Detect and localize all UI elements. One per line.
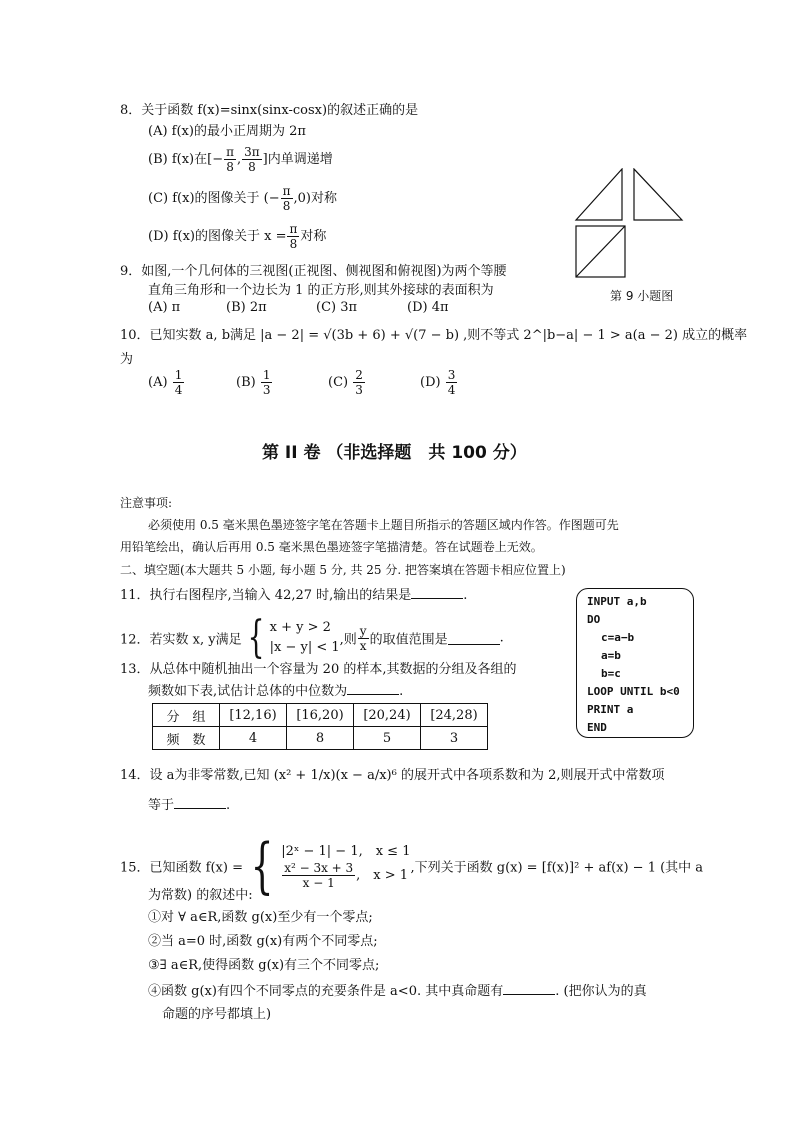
q15-stem: 15．已知函数 f(x) = { |2ˣ − 1| − 1, x ≤ 1 $\frac{\text{x² − 3x + 3}}{x - 1}$ , x > 1 ,下列关于函数 g(x) = [f(x)]² + af(x) − 1 (其中 a xyxy=(120,831,704,901)
q15-item-1: ①对 ∀ a∈R,函数 g(x)至少有一个零点; xyxy=(148,910,373,925)
table-row-head: 分 组 xyxy=(153,704,220,727)
table-cell: 5 xyxy=(354,727,421,750)
q8-option-b: (B) f(x)在[− $\frac{\pi}{8}$ , $\frac{3\pi}{8}$ ]内单调递增 xyxy=(148,145,333,174)
program-line-4: a=b xyxy=(601,649,621,662)
table-row xyxy=(153,727,488,750)
table-cell: 8 xyxy=(287,727,354,750)
q11-answer-blank xyxy=(411,586,463,599)
figure-caption: 第 9 小题图 xyxy=(610,289,674,303)
program-line-2: DO xyxy=(587,613,601,626)
table-cell: 3 xyxy=(421,727,488,750)
q9-option-a: (A) π xyxy=(148,300,181,315)
notes-body-line2: 用铅笔绘出，确认后再用 0.5 毫米黑色墨迹签字笔描清楚。答在试题卷上无效。 xyxy=(120,540,543,554)
program-line-1: INPUT a,b xyxy=(587,595,647,608)
program-box xyxy=(576,588,694,738)
notes-heading: 注意事项: xyxy=(120,496,173,510)
q12-condition-1: x + y > 2 xyxy=(269,620,331,635)
q15-item-3: ③∃ a∈R,使得函数 g(x)有三个不同零点; xyxy=(148,958,380,973)
q9-option-b: (B) 2π xyxy=(226,300,267,315)
q10-option-b: (B) $\frac{1}{3}$ xyxy=(236,368,271,397)
section-title: 第 II 卷 （非选择题 共 100 分） xyxy=(262,443,527,463)
q14-line1: 14．设 a为非零常数,已知 (x² + 1/x)(x − a/x)⁶ 的展开式中各项系数和为 2,则展开式中常数项 xyxy=(120,768,665,783)
q9-option-c: (C) 3π xyxy=(316,300,358,315)
table-cell: [20,24) xyxy=(354,704,421,727)
program-line-5: b=c xyxy=(601,667,621,680)
q8-option-a: (A) f(x)的最小正周期为 2π xyxy=(148,124,306,139)
program-line-6: LOOP UNTIL b<0 xyxy=(587,685,680,698)
q8-option-c: (C) f(x)的图像关于 (− $\frac{\pi}{8}$ ,0)对称 xyxy=(148,184,337,213)
q12-condition-2: |x − y| < 1 xyxy=(269,640,340,655)
table-row-head: 频 数 xyxy=(153,727,220,750)
table-cell: [12,16) xyxy=(220,704,287,727)
three-view-figure xyxy=(574,168,688,280)
program-line-3: c=a−b xyxy=(601,631,635,644)
q12: 12．若实数 x, y满足 { x + y > 2 |x − y| < 1 ,则 $\frac{y}{x}$ 的取值范围是 . xyxy=(120,612,504,663)
q12-answer-blank xyxy=(448,632,500,645)
part-two-heading: 二、填空题(本大题共 5 小题, 每小题 5 分, 共 25 分. 把答案填在答题卡相应位置上) xyxy=(120,563,566,577)
q14-line2: 等于 . xyxy=(148,798,231,813)
q15-case-2: $\frac{\text{x² − 3x + 3}}{x - 1}$ , x > 1 xyxy=(284,860,409,890)
brace-symbol: { xyxy=(250,831,274,901)
q15-last-line: 命题的序号都填上) xyxy=(162,1007,272,1022)
q10-stem: 10．已知实数 a, b满足 |a − 2| = √(3b + 6) + √(7 − b) ,则不等式 2^|b−a| − 1 > a(a − 2) 成立的概率 xyxy=(120,328,748,343)
q8-option-d: (D) f(x)的图像关于 x = $\frac{\pi}{8}$ 对称 xyxy=(148,222,327,251)
table-row xyxy=(153,704,488,727)
q10-option-a: (A) $\frac{1}{4}$ xyxy=(148,368,183,397)
q9-line2: 直角三角形和一个边长为 1 的正方形,则其外接球的表面积为 xyxy=(148,283,494,298)
q11: 11．执行右图程序,当输入 42,27 时,输出的结果是 . xyxy=(120,588,468,603)
brace-symbol: { xyxy=(247,612,265,663)
q15-line2: 为常数) 的叙述中: xyxy=(148,888,253,903)
q15-item-4: ④函数 g(x)有四个不同零点的充要条件是 a<0. 其中真命题有 . (把你认为的真 xyxy=(148,984,647,999)
program-line-7: PRINT a xyxy=(587,703,634,716)
frequency-table xyxy=(152,703,488,750)
q15-answer-blank xyxy=(503,982,555,995)
q15-case-1: |2ˣ − 1| − 1, x ≤ 1 xyxy=(281,843,411,859)
program-line-8: END xyxy=(587,721,607,734)
q10-option-c: (C) $\frac{2}{3}$ xyxy=(328,368,363,397)
q9-option-d: (D) 4π xyxy=(407,300,449,315)
q13-answer-blank xyxy=(347,682,399,695)
table-cell: [16,20) xyxy=(287,704,354,727)
q15-item-2: ②当 a=0 时,函数 g(x)有两个不同零点; xyxy=(148,934,378,949)
q10-stem-end: 为 xyxy=(120,352,134,367)
table-cell: 4 xyxy=(220,727,287,750)
q13-line2: 频数如下表,试估计总体的中位数为 . xyxy=(148,684,404,699)
notes-body-line1: 必须使用 0.5 毫米黑色墨迹签字笔在答题卡上题目所指示的答题区域内作答。作图题可先 xyxy=(148,518,619,532)
q9-line1: 9．如图,一个几何体的三视图(正视图、侧视图和俯视图)为两个等腰 xyxy=(120,264,507,279)
q8-stem: 8．关于函数 f(x)=sinx(sinx-cosx)的叙述正确的是 xyxy=(120,103,419,118)
table-cell: [24,28) xyxy=(421,704,488,727)
q10-option-d: (D) $\frac{3}{4}$ xyxy=(420,368,456,397)
q14-answer-blank xyxy=(174,796,226,809)
q13-line1: 13．从总体中随机抽出一个容量为 20 的样本,其数据的分组及各组的 xyxy=(120,662,517,677)
